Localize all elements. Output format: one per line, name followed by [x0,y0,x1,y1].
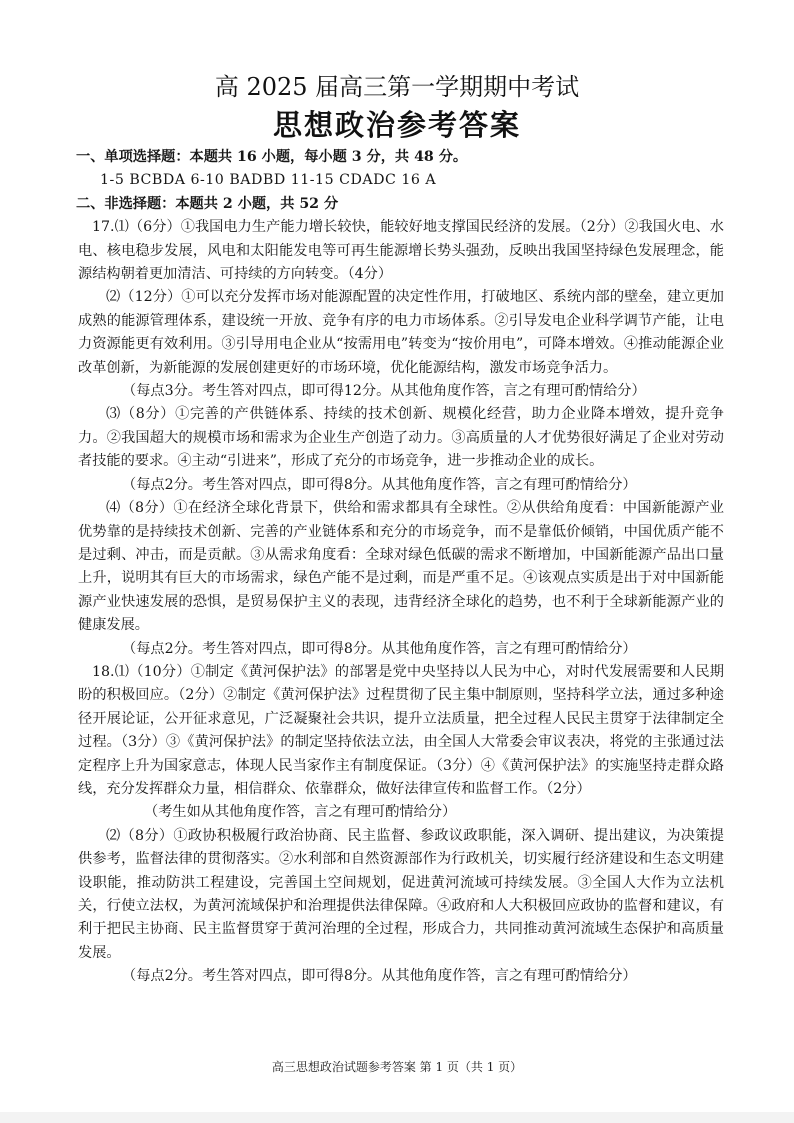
section2-heading: 二、非选择题：本题共 2 小题，共 52 分 [76,195,339,212]
q18-part1: 18.⑴（10分）①制定《黄河保护法》的部署是党中央坚持以人民为中心，对时代发展需要和人民期盼的积极回应。（2分）②制定《黄河保护法》过程贯彻了民主集中制原则，坚持科学立法，通过多种途径开展论证，公开征求意见，广泛凝聚社会共识，提升立法质量，把全过程人民民主贯穿于法律制定全过程。（3分）③《黄河保护法》的制定坚持依法立法，由全国人大常委会审议表决，将党的主张通过法定程序上升为国家意志，体现人民当家作主有制度保证。（3分）④《黄河保护法》的实施坚持走群众路线，充分发挥群众力量，相信群众、依靠群众，做好法律宣传和监督工作。（2分） [78,663,724,797]
choice-answers: 1-5 BCBDA 6-10 BADBD 11-15 CDADC 16 A [100,172,437,189]
scan-edge [0,1112,794,1123]
exam-title: 高 2025 届高三第一学期期中考试 [214,73,580,101]
section1-heading: 一、单项选择题：本题共 16 小题，每小题 3 分，共 48 分。 [76,149,468,165]
q18-part2: ⑵（8分）①政协积极履行政治协商、民主监督、参政议政职能，深入调研、提出建议，为决策提供参考，监督法律的贯彻落实。②水利部和自然资源部作为行政机关，切实履行经济建设和生态文明建设职能，推动防洪工程建设，完善国土空间规划，促进黄河流域可持续发展。③全国人大作为立法机关，行使立法权，为黄河流域保护和治理提供法律保障。④政府和人大积极回应政协的监督和建议，有利于把民主协商、民主监督贯穿于黄河治理的全过程，形成合力，共同推动黄河流域生态保护和高质量发展。 [78,827,724,961]
q18-part2-note: （每点2分。考生答对四点，即可得8分。从其他角度作答，言之有理可酌情给分） [122,968,637,985]
q17-part3: ⑶（8分）①完善的产供链体系、持续的技术创新、规模化经营，助力企业降本增效，提升竞争力。②我国超大的规模市场和需求为企业生产创造了动力。③高质量的人才优势很好满足了企业对劳动者技能的要求。④主动“引进来”，形成了充分的市场竞争，进一步推动企业的成长。 [78,406,724,470]
q17-part3-note: （每点2分。考生答对四点，即可得8分。从其他角度作答，言之有理可酌情给分） [122,476,637,493]
q18-part1-note: （考生如从其他角度作答，言之有理可酌情给分） [144,804,457,821]
q17-part2-note: （每点3分。考生答对四点，即可得12分。从其他角度作答，言之有理可酌情给分） [122,383,646,400]
q17-part4-note: （每点2分。考生答对四点，即可得8分。从其他角度作答，言之有理可酌情给分） [122,640,637,657]
q17-part4: ⑷（8分）①在经济全球化背景下，供给和需求都具有全球性。②从供给角度看：中国新能源产业优势靠的是持续技术创新、完善的产业链体系和充分的市场竞争，而不是靠低价倾销，中国优质产能不是过剩、冲击，而是贡献。③从需求角度看：全球对绿色低碳的需求不断增加，中国新能源产品出口量上升，说明其有巨大的市场需求，绿色产能不是过剩，而是严重不足。④该观点实质是出于对中国新能源产业快速发展的恐惧，是贸易保护主义的表现，违背经济全球化的趋势，也不利于全球新能源产业的健康发展。 [78,500,724,634]
answer-key-title: 思想政治参考答案 [272,108,521,142]
q17-part1: 17.⑴（6分）①我国电力生产能力增长较快，能较好地支撑国民经济的发展。（2分）②我国火电、水电、核电稳步发展，风电和太阳能发电等可再生能源增长势头强劲，反映出我国坚持绿色发展理念，能源结构朝着更加清洁、可持续的方向转变。（4分） [78,219,724,283]
answer-content [78,146,724,989]
q17-part2: ⑵（12分）①可以充分发挥市场对能源配置的决定性作用，打破地区、系统内部的壁垒，建立更加成熟的能源管理体系，建设统一开放、竞争有序的电力市场体系。②引导发电企业科学调节产能，让电力资源能更有效利用。③引导用电企业从“按需用电”转变为“按价用电”，可降本增效。④推动能源企业改革创新，为新能源的发展创建更好的市场环境，优化能源结构，激发市场竞争活力。 [78,289,724,376]
page-footer: 高三思想政治试题参考答案 第 1 页（共 1 页） [271,1060,523,1074]
